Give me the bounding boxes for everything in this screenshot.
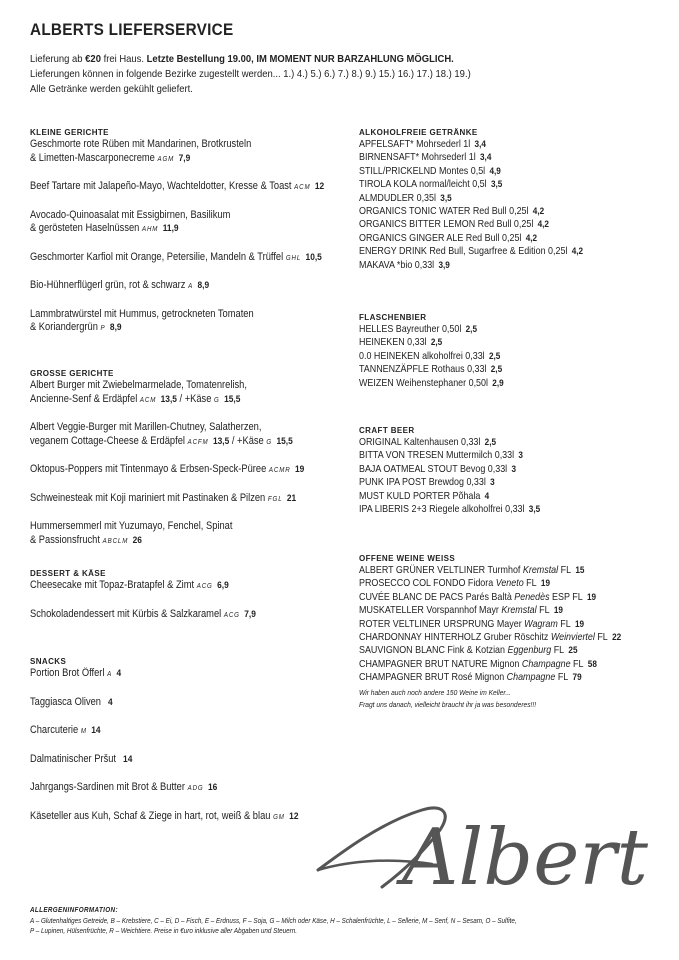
drink-item: MAKAVA *bio 0,33l 3,9 [359, 259, 450, 271]
menu-item: Albert Burger mit Zwiebelmarmelade, Tomatenrelish, Ancienne-Senf & Erdäpfel ACM 13,5 / +Käse G 15,5 [30, 379, 247, 405]
wine-item: CUVÉE BLANC DE PACS Parés Baltà Penedès ESP FL 19 [359, 591, 597, 603]
price: 15,5 [276, 435, 293, 447]
menu-item: Schokoladendessert mit Kürbis & Salzkaramel ACG 7,9 [30, 607, 256, 620]
price: 10,5 [305, 251, 322, 263]
price: 4,2 [571, 246, 584, 258]
allergen-code: P [100, 325, 106, 332]
wine-item: CHARDONNAY HINTERHOLZ Gruber Röschitz Weinviertel FL 22 [359, 632, 622, 644]
drink-item: STILL/PRICKELND Montes 0,5l 4,9 [359, 165, 501, 177]
allergen-code: AHM [141, 226, 159, 233]
price: 2,5 [430, 337, 443, 349]
wine-item: PROSECCO COL FONDO Fidora Veneto FL 19 [359, 578, 551, 590]
wine-note-1: Wir haben auch noch andere 150 Weine im Keller... [359, 687, 511, 697]
price: 15 [575, 565, 585, 576]
price: 7,9 [178, 152, 191, 164]
price: 26 [132, 534, 142, 546]
section-heading: OFFENE WEINE WEISS [359, 554, 456, 563]
section-dessert-kaese [30, 568, 287, 636]
drink-item: BIRNENSAFT* Mohrsederl 1l 3,4 [359, 152, 492, 164]
section-flaschenbier [359, 312, 527, 390]
price: 12 [314, 181, 325, 192]
allergen-code: ACM [294, 184, 311, 191]
menu-item: Schweinesteak mit Koji mariniert mit Pastinaken & Pilzen FGL 21 [30, 491, 297, 504]
wine-item: CHAMPAGNER BRUT Rosé Mignon Champagne FL 79 [359, 672, 582, 684]
allergen-code: A [188, 283, 194, 290]
price: 58 [587, 658, 597, 670]
price: 4,9 [489, 165, 501, 177]
menu-item: Cheesecake mit Topaz-Bratapfel & Zimt ACG 6,9 [30, 579, 229, 591]
menu-item: Geschmorte rote Rüben mit Mandarinen, Brotkrusteln & Limetten-Mascarponecreme AGM 7,9 [30, 138, 252, 164]
wine-item: SAUVIGNON BLANC Fink & Kotzian Eggenburg FL 25 [359, 645, 578, 657]
price: 2,9 [492, 377, 504, 389]
menu-item: Bio-Hühnerflügerl grün, rot & schwarz A 8,9 [30, 279, 210, 291]
price: 3,9 [438, 259, 450, 271]
drink-item: ORIGINAL Kaltenhausen 0,33l 2,5 [359, 437, 497, 448]
menu-item: Käseteller aus Kuh, Schaf & Ziege in hart, rot, weiß & blau GM 12 [30, 809, 299, 822]
price: 7,9 [244, 608, 256, 620]
drink-item: MUST KULD PORTER Põhala 4 [359, 490, 490, 502]
price: 8,9 [197, 280, 210, 291]
menu-item: Jahrgangs-Sardinen mit Brot & Butter ADG 16 [30, 781, 218, 793]
allergen-code: AGM [157, 155, 175, 163]
allergen-code: ACG [196, 583, 213, 590]
allergen-code: ADG [187, 785, 204, 792]
logo-text: Albert [402, 813, 648, 902]
price: 3,4 [480, 152, 492, 164]
price: 4,2 [537, 219, 549, 231]
price: 3 [518, 450, 523, 462]
footer-heading: ALLERGENINFORMATION: [30, 907, 118, 914]
price: 21 [286, 492, 297, 504]
menu-item: Geschmorter Karfiol mit Orange, Petersilie, Mandeln & Trüffel GHL 10,5 [30, 250, 322, 263]
drink-item: HELLES Bayreuther 0,50l 2,5 [359, 324, 478, 335]
price: 11,9 [162, 223, 179, 234]
menu-item: Hummersemmerl mit Yuzumayo, Fenchel, Spinat & Passionsfrucht ABCLM 26 [30, 520, 233, 546]
section-grosse-gerichte [30, 368, 342, 562]
allergen-code: ACG [223, 611, 240, 619]
drink-item: ORGANICS GINGER ALE Red Bull 0,25l 4,2 [359, 232, 538, 244]
menu-item: Dalmatinischer Pršut 14 [30, 752, 133, 765]
allergen-code: G [266, 438, 273, 446]
footer-line-2: P – Lupinen, Hülsenfrüchte, R – Weichtiere. Preise in €uro inklusive aller Abgaben und Steuern. [30, 928, 297, 935]
menu-item: Avocado-Quinoasalat mit Essigbirnen, Basilikum & gerösteten Haselnüssen AHM 11,9 [30, 208, 231, 234]
wine-item: ALBERT GRÜNER VELTLINER Turmhof Kremstal FL 15 [359, 565, 585, 576]
section-craft-beer [359, 425, 570, 516]
menu-item: Portion Brot Öfferl A 4 [30, 667, 122, 679]
allergen-code: ACMR [268, 467, 291, 474]
section-heading: ALKOHOLFREIE GETRÄNKE [359, 128, 478, 137]
allergen-code: FGL [267, 495, 283, 503]
menu-item: Beef Tartare mit Jalapeño-Mayo, Wachteldotter, Kresse & Toast ACM 12 [30, 180, 325, 192]
drink-item: BAJA OATMEAL STOUT Bevog 0,33l 3 [359, 463, 517, 475]
price: 4,2 [532, 206, 545, 218]
price: 19 [575, 618, 585, 630]
drink-item: 0.0 HEINEKEN alkoholfrei 0,33l 2,5 [359, 350, 501, 362]
allergen-code: ACM [139, 396, 157, 404]
wine-item: MUSKATELLER Vorspannhof Mayr Kremstal FL 19 [359, 605, 563, 617]
drink-item: ORGANICS TONIC WATER Red Bull 0,25l 4,2 [359, 206, 545, 218]
footer-line-1: A – Glutenhaltiges Getreide, B – Krebstiere, C – Ei, D – Fisch, E – Erdnuss, F – Soja, G – Milch oder Käse, H – Schalenfrüchte, L – Sellerie, M – Senf, N – Sesam, O – Sulfite, [30, 917, 517, 925]
price: 3,4 [474, 139, 486, 150]
price: 16 [207, 782, 218, 793]
price: 2,5 [484, 437, 497, 448]
price: 19 [540, 578, 551, 590]
section-heading: GROSSE GERICHTE [30, 369, 114, 378]
menu-item: Albert Veggie-Burger mit Marillen-Chutney, Salatherzen, veganem Cottage-Cheese & Erdäpfel ACFM 13,5 / +Käse G 15,5 [30, 421, 293, 447]
price: 2,5 [465, 324, 478, 335]
section-heading: KLEINE GERICHTE [30, 128, 109, 137]
drink-item: ORGANICS BITTER LEMON Red Bull 0,25l 4,2 [359, 219, 549, 231]
price: 19 [586, 591, 597, 603]
albert-logo [312, 792, 678, 902]
drink-item: HEINEKEN 0,33l 2,5 [359, 337, 443, 349]
price: 6,9 [217, 580, 229, 591]
drink-item: ENERGY DRINK Red Bull, Sugarfree & Edition 0,25l 4,2 [359, 246, 584, 258]
price: 2,5 [490, 364, 503, 376]
section-heading: FLASCHENBIER [359, 313, 427, 322]
wine-item: CHAMPAGNER BRUT NATURE Mignon Champagne FL 58 [359, 658, 597, 670]
drink-item: TANNENZÄPFLE Rothaus 0,33l 2,5 [359, 364, 503, 376]
price: 3 [490, 477, 495, 489]
wine-item: ROTER VELTLINER URSPRUNG Mayer Wagram FL 19 [359, 618, 585, 630]
section-heading: DESSERT & KÄSE [30, 569, 106, 578]
price: 19 [294, 464, 305, 475]
section-kleine-gerichte [30, 127, 364, 350]
drink-item: PUNK IPA POST Brewdog 0,33l 3 [359, 477, 495, 489]
intro-line-2: Lieferungen können in folgende Bezirke zugestellt werden... 1.) 4.) 5.) 6.) 7.) 8.) 9.) 15.) 16.) 17.) 18.) 19.) [30, 68, 471, 80]
allergen-code: M [80, 728, 87, 735]
allergen-code: GHL [285, 254, 302, 262]
price: 14 [123, 753, 133, 765]
intro-line-3: Alle Getränke werden gekühlt geliefert. [30, 83, 193, 95]
price: 3,5 [528, 504, 541, 516]
allergen-footer [30, 906, 517, 938]
price: 13,5 [212, 435, 230, 447]
section-snacks [30, 656, 335, 838]
allergen-code: GM [273, 813, 285, 821]
price: 4,2 [525, 232, 538, 244]
drink-item: IPA LIBERIS 2+3 Riegele alkoholfrei 0,33l 3,5 [359, 504, 541, 516]
price: 22 [612, 632, 622, 644]
menu-item: Oktopus-Poppers mit Tintenmayo & Erbsen-Speck-Püree ACMR 19 [30, 463, 305, 475]
page-title: ALBERTS LIEFERSERVICE [30, 20, 234, 39]
price: 3,5 [440, 192, 452, 204]
price: 3 [511, 463, 517, 475]
section-offene-weine-weiss [359, 553, 664, 711]
allergen-code: A [107, 671, 113, 678]
price: 2,5 [488, 350, 501, 362]
wine-note-2: Fragt uns danach, vielleicht braucht ihr ja was besonderes!!! [359, 699, 537, 709]
drink-item: BITTA VON TRESEN Muttermilch 0,33l 3 [359, 450, 523, 462]
price: 13,5 [160, 393, 177, 405]
section-heading: SNACKS [30, 657, 67, 666]
section-heading: CRAFT BEER [359, 426, 415, 435]
allergen-code: G [214, 396, 220, 404]
drink-item: TIROLA KOLA normal/leicht 0,5l 3,5 [359, 179, 503, 191]
price: 15,5 [224, 393, 241, 405]
price: 3,5 [490, 179, 503, 191]
intro-line-1: Lieferung ab €20 frei Haus. Letzte Bestellung 19.00, IM MOMENT NUR BARZAHLUNG MÖGLICH. [30, 53, 454, 65]
price: 14 [91, 725, 101, 736]
price: 8,9 [109, 322, 122, 333]
price: 12 [289, 810, 299, 822]
menu-item: Charcuterie M 14 [30, 724, 101, 736]
price: 4 [484, 490, 490, 502]
price: 25 [568, 645, 578, 657]
price: 4 [108, 696, 113, 708]
intro-block [30, 52, 471, 97]
price: 4 [116, 668, 122, 679]
price: 19 [553, 605, 563, 617]
drink-item: WEIZEN Weihenstephaner 0,50l 2,9 [359, 377, 504, 389]
drink-item: ALMDUDLER 0,35l 3,5 [359, 192, 452, 204]
allergen-code: ABCLM [102, 537, 129, 545]
menu-item: Lammbratwürstel mit Hummus, getrockneten Tomaten & Koriandergrün P 8,9 [30, 307, 254, 333]
price: 79 [572, 672, 582, 684]
allergen-code: ACFM [187, 438, 209, 446]
section-alkoholfreie-getraenke [359, 127, 620, 272]
drink-item: APFELSAFT* Mohrsederl 1l 3,4 [359, 139, 486, 150]
menu-item: Taggiasca Oliven 4 [30, 695, 113, 708]
